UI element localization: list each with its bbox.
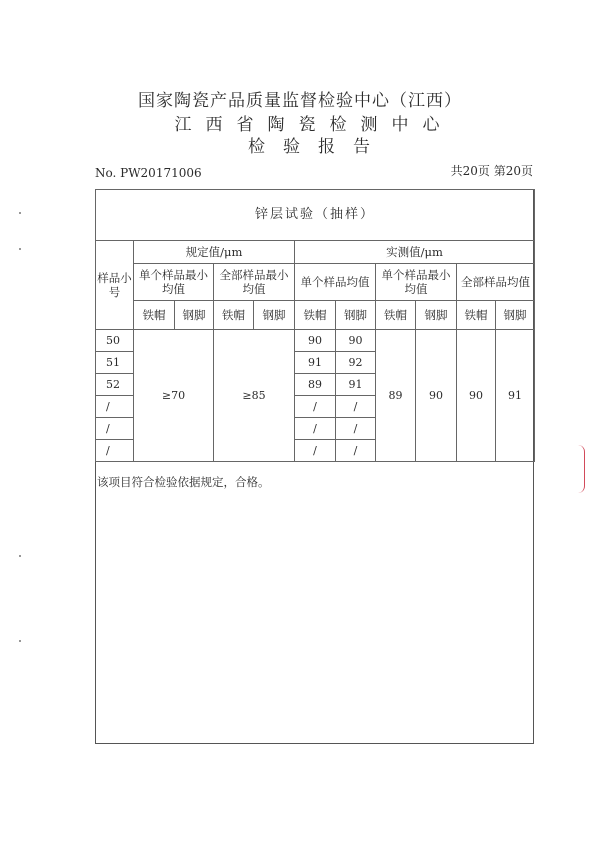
cap-value: / <box>295 396 336 418</box>
sample-number: / <box>96 396 134 418</box>
red-seal-edge <box>578 445 585 493</box>
pin-value: 92 <box>336 352 376 374</box>
institution-name: 国家陶瓷产品质量监督检验中心（江西） <box>138 91 462 111</box>
spec-all-value: ≥85 <box>214 330 295 462</box>
cap-header: 铁帽 <box>134 301 175 330</box>
conclusion-text: 该项目符合检验依据规定，合格。 <box>97 475 270 489</box>
sample-number: / <box>96 418 134 440</box>
sample-number: 50 <box>96 330 134 352</box>
pin-value: / <box>336 396 376 418</box>
cap-header: 铁帽 <box>457 301 496 330</box>
pin-header: 钢脚 <box>254 301 295 330</box>
measured-min-single-header: 单个样品最小均值 <box>376 264 457 301</box>
cap-value: 90 <box>295 330 336 352</box>
sample-number: 52 <box>96 374 134 396</box>
cap-header: 铁帽 <box>376 301 416 330</box>
zinc-coating-table <box>95 189 535 462</box>
cap-value: 91 <box>295 352 336 374</box>
report-title: 检验报告 <box>248 137 388 157</box>
binding-hole-mark <box>19 640 21 642</box>
pin-header: 钢脚 <box>175 301 214 330</box>
spec-single-value: ≥70 <box>134 330 214 462</box>
spec-value-header: 规定值/μm <box>134 241 295 264</box>
report-number: No. PW20171006 <box>95 166 202 180</box>
pin-header: 钢脚 <box>416 301 457 330</box>
binding-hole-mark <box>19 212 21 214</box>
binding-hole-mark <box>19 248 21 250</box>
measured-all-avg-header: 全部样品均值 <box>457 264 535 301</box>
cap-value: / <box>295 418 336 440</box>
pin-header: 钢脚 <box>336 301 376 330</box>
pin-value: 90 <box>336 330 376 352</box>
min-cap-value: 89 <box>376 330 416 462</box>
center-name: 江西省陶瓷检测中心 <box>174 115 454 135</box>
spec-min-all-header: 全部样品最小均值 <box>214 264 295 301</box>
measured-value-header: 实测值/μm <box>295 241 535 264</box>
table-row <box>96 330 535 352</box>
binding-hole-mark <box>19 555 21 557</box>
page-count: 共20页 第20页 <box>450 164 533 178</box>
measured-single-avg-header: 单个样品均值 <box>295 264 376 301</box>
cap-value: 89 <box>295 374 336 396</box>
pin-header: 钢脚 <box>496 301 535 330</box>
cap-header: 铁帽 <box>295 301 336 330</box>
sample-number: 51 <box>96 352 134 374</box>
sample-number: / <box>96 440 134 462</box>
spec-min-single-header: 单个样品最小均值 <box>134 264 214 301</box>
min-pin-value: 90 <box>416 330 457 462</box>
cap-header: 铁帽 <box>214 301 254 330</box>
all-pin-value: 91 <box>496 330 535 462</box>
table-caption: 锌层试验（抽样） <box>96 190 535 241</box>
pin-value: / <box>336 418 376 440</box>
sample-number-header: 样品小号 <box>96 241 134 330</box>
pin-value: / <box>336 440 376 462</box>
pin-value: 91 <box>336 374 376 396</box>
all-cap-value: 90 <box>457 330 496 462</box>
cap-value: / <box>295 440 336 462</box>
